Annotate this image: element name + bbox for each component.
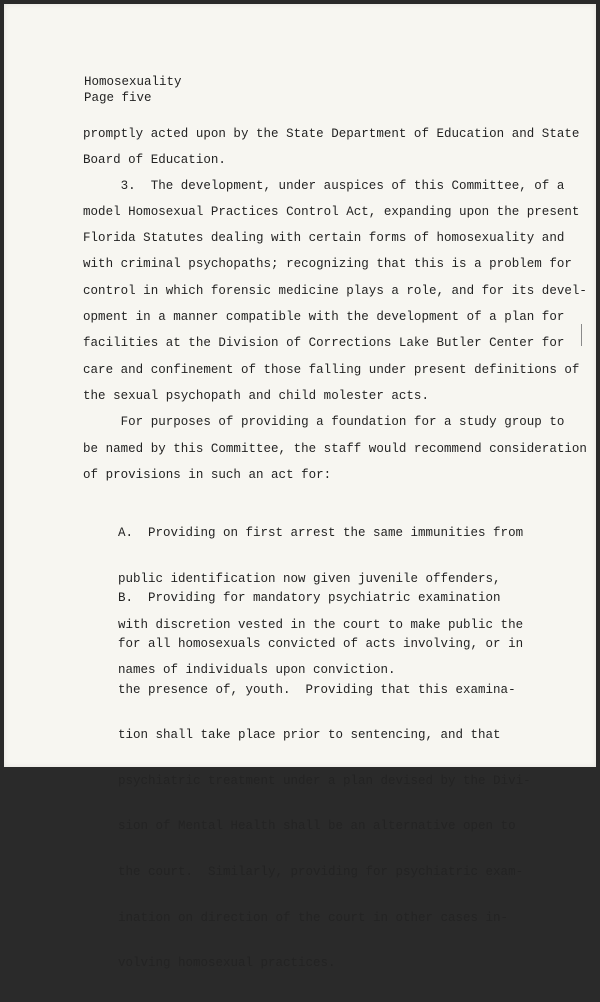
body-line: of provisions in such an act for: (83, 468, 332, 482)
body-line: 3. The development, under auspices of this Committee, of a (83, 179, 565, 193)
document-page (4, 4, 596, 971)
body-line: Board of Education. (83, 153, 226, 167)
provision-b-line: tion shall take place prior to sentencing, and that (118, 728, 501, 743)
body-line: promptly acted upon by the State Department of Education and State (83, 127, 580, 141)
provision-a-line: A. Providing on first arrest the same immunities from (118, 526, 524, 541)
provision-b (118, 561, 531, 1002)
provision-a-line: names of individuals upon conviction. (118, 663, 396, 678)
header-title: Homosexuality (84, 75, 182, 89)
provision-b-line: ination on direction of the court in other cases in- (118, 910, 509, 925)
provision-a-line: public identification now given juvenile offenders, (118, 572, 501, 587)
provision-a-line: with discretion vested in the court to make public the (118, 617, 524, 632)
body-line: with criminal psychopaths; recognizing that this is a problem for (83, 257, 572, 271)
body-line: model Homosexual Practices Control Act, expanding upon the present (83, 205, 580, 219)
header-page-number: Page five (84, 91, 152, 105)
body-line: opment in a manner compatible with the development of a plan for (83, 310, 565, 324)
body-line: Florida Statutes dealing with certain forms of homosexuality and (83, 231, 565, 245)
body-line: For purposes of providing a foundation for a study group to (83, 415, 565, 429)
provision-b-line: the court. Similarly, providing for psychiatric exam- (118, 865, 524, 880)
provision-b-line: the presence of, youth. Providing that this examina- (118, 682, 516, 697)
margin-mark (581, 324, 582, 346)
body-line: the sexual psychopath and child molester acts. (83, 389, 429, 403)
provision-b-line: psychiatric treatment under a plan devised by the Divi- (118, 773, 531, 788)
provision-b-line: B. Providing for mandatory psychiatric examination (118, 591, 501, 606)
page-header (84, 74, 182, 106)
body-line: be named by this Committee, the staff would recommend consideration (83, 442, 587, 456)
provision-b-line: sion of Mental Health shall be an alternative open to (118, 819, 516, 834)
body-line: facilities at the Division of Corrections Lake Butler Center for (83, 336, 565, 350)
provision-b-line: volving homosexual practices. (118, 956, 336, 971)
body-line: care and confinement of those falling under present definitions of (83, 363, 580, 377)
provision-b-line: for all homosexuals convicted of acts involving, or in (118, 637, 524, 652)
body-line: control in which forensic medicine plays a role, and for its devel- (83, 284, 587, 298)
